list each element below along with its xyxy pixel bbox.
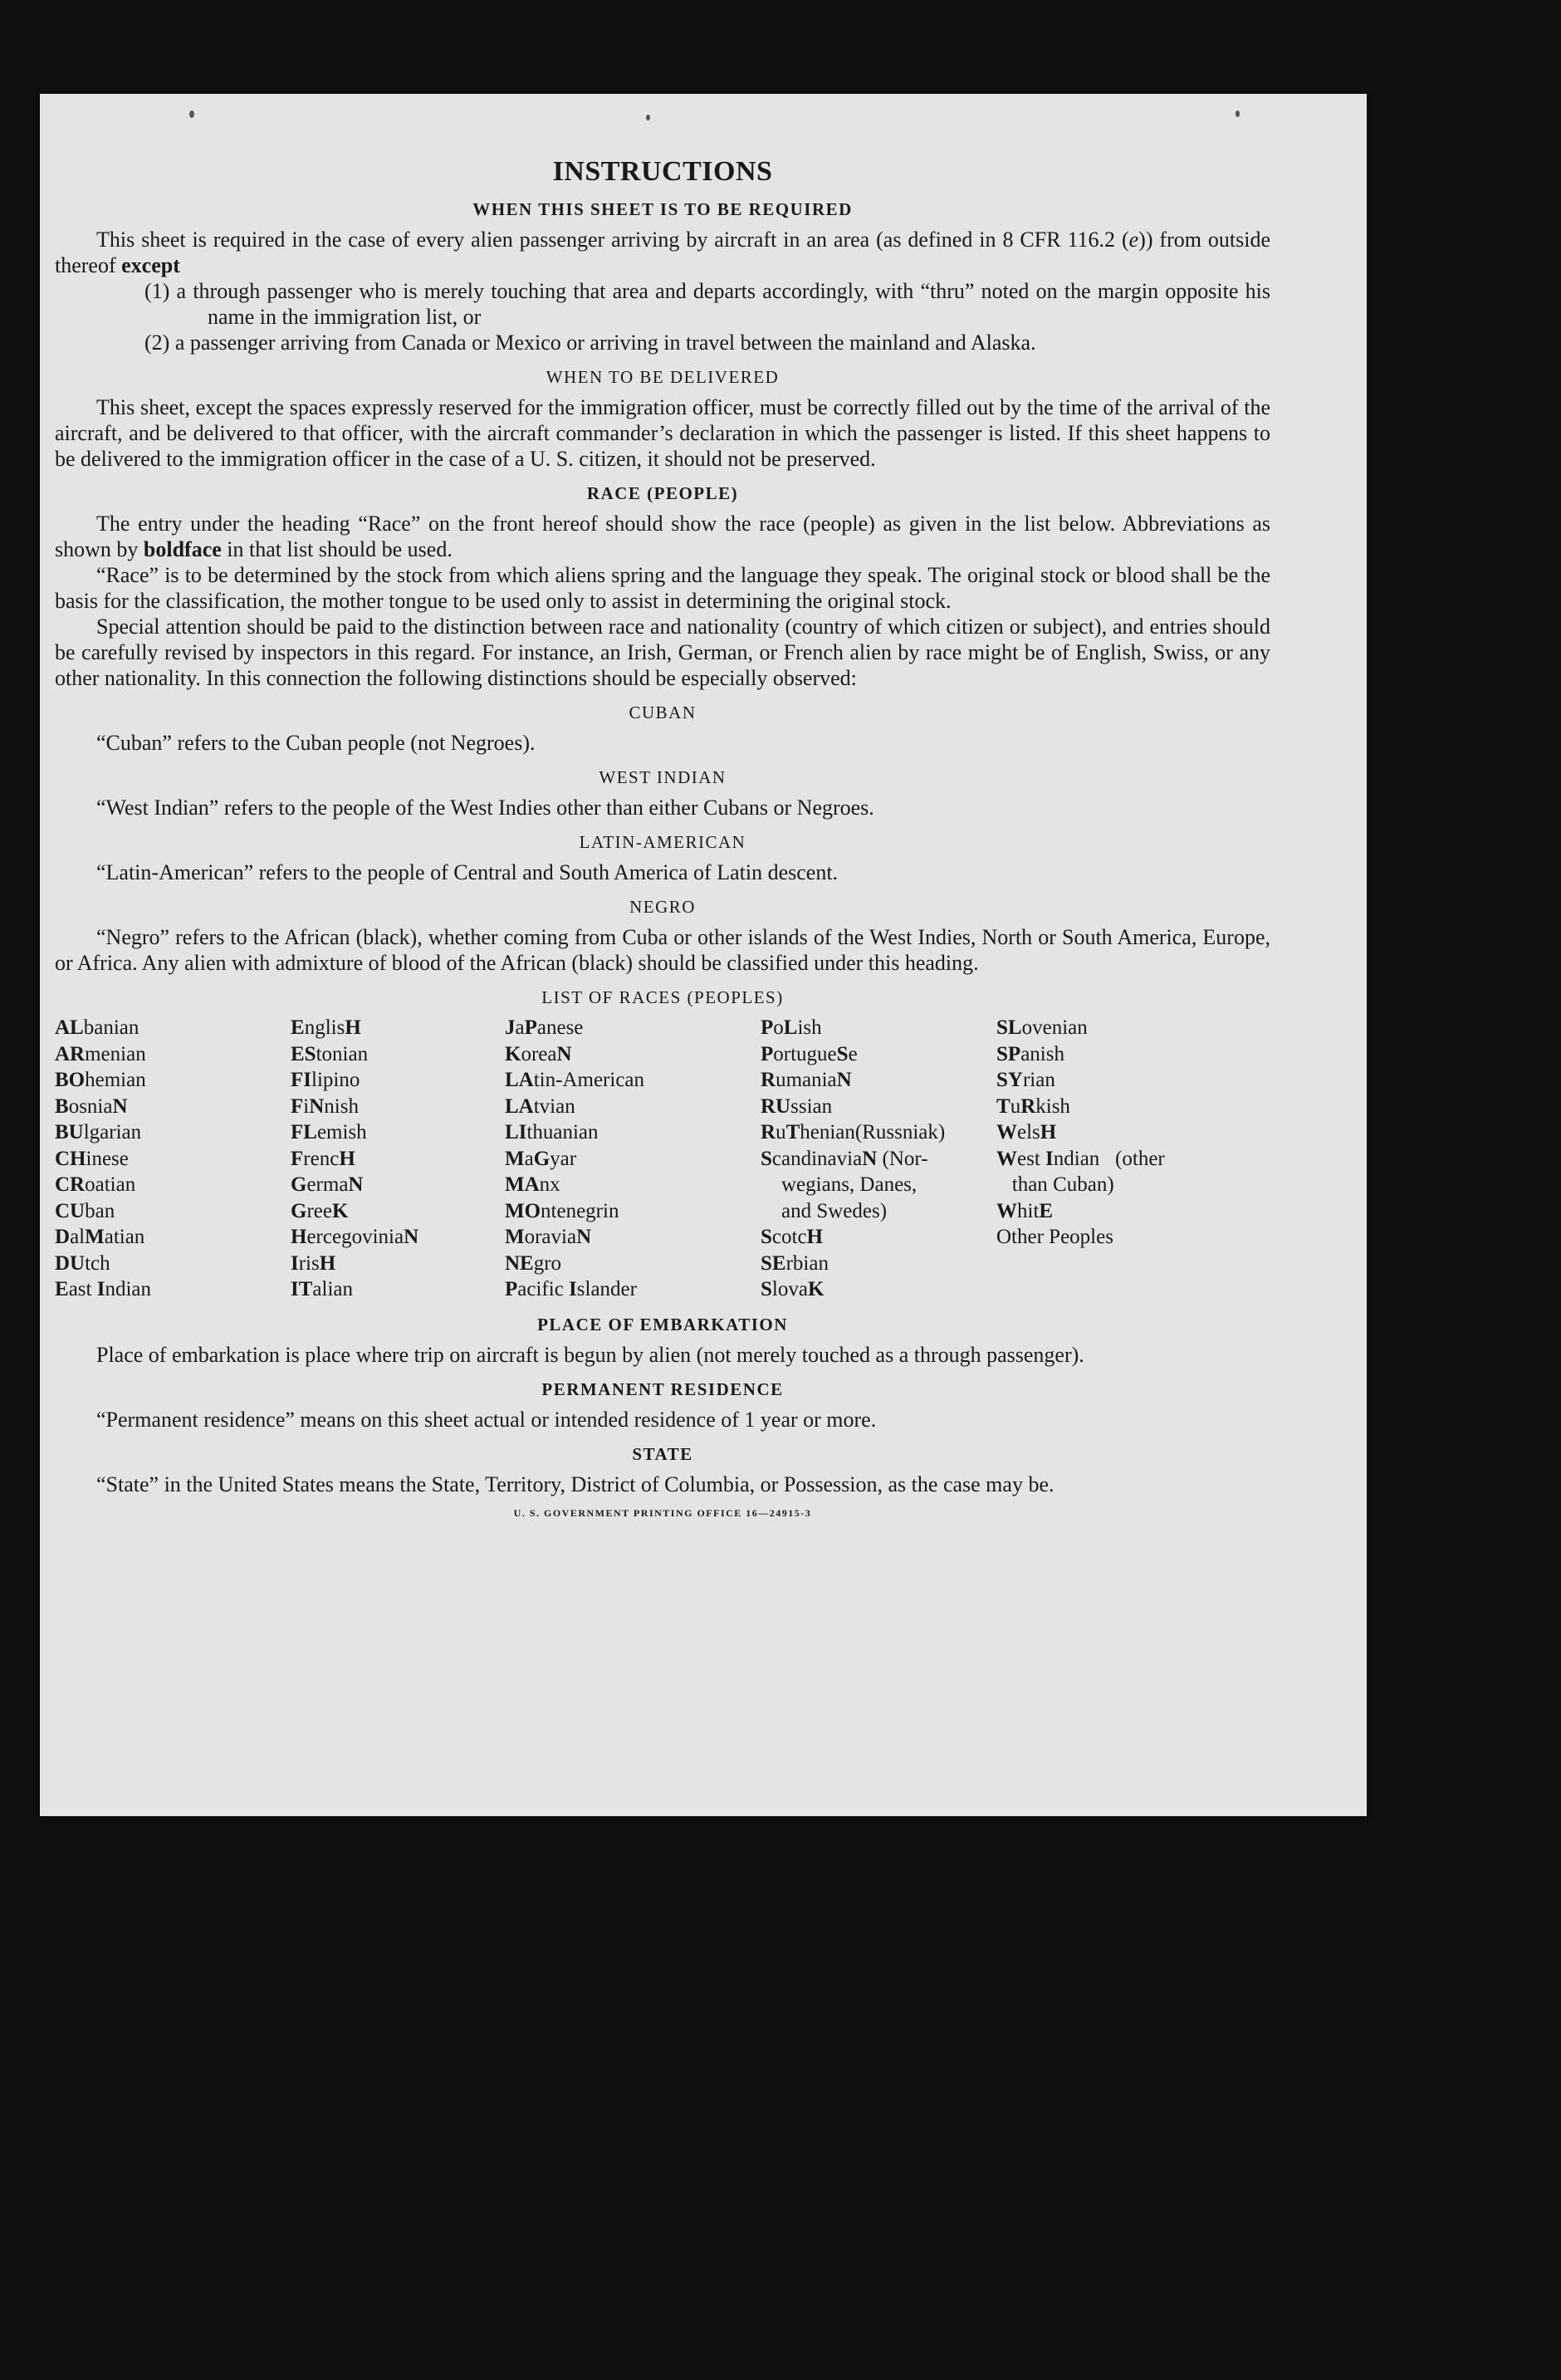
race-entry: TuRkish <box>996 1095 1070 1118</box>
state-text: “State” in the United States means the State, Territory, District of Columbia, or Possession, as the case may be. <box>96 1472 1055 1496</box>
race-entry: WelsH <box>996 1121 1057 1143</box>
race-entry: CUban <box>55 1199 115 1222</box>
race-paragraph-1: The entry under the heading “Race” on the front hereof should show the race (people) as given in the list below. Abbreviations as shown by boldface in that list should be used. <box>55 512 1270 561</box>
race-entry: BosniaN <box>55 1095 128 1118</box>
race-entry: MaGyar <box>505 1147 577 1170</box>
race-entry: FLemish <box>291 1121 367 1143</box>
page-title: INSTRUCTIONS <box>552 156 773 187</box>
west-indian-text: “West Indian” refers to the people of the West Indies other than either Cubans or Negroes. <box>96 796 874 820</box>
race-entry: FrencH <box>291 1147 355 1170</box>
race-entry: LAtin-American <box>505 1069 645 1091</box>
race-entry: CHinese <box>55 1147 129 1170</box>
race-entry: KoreaN <box>505 1042 572 1065</box>
ink-speck <box>189 110 194 118</box>
heading-permanent-residence: PERMANENT RESIDENCE <box>541 1379 784 1399</box>
instructions-content <box>55 156 1270 1520</box>
race-entry: RuThenian(Russniak) <box>761 1121 946 1143</box>
heading-west-indian: WEST INDIAN <box>599 767 727 787</box>
race-entry: ScotcH <box>761 1226 823 1248</box>
race-entry: ALbanian <box>55 1016 139 1039</box>
race-entry: RumaniaN <box>761 1069 852 1091</box>
race-entry: ARmenian <box>55 1042 146 1065</box>
race-entry: WhitE <box>996 1199 1054 1222</box>
race-entry: ScandinaviaN (Nor- <box>761 1147 928 1170</box>
race-paragraph-2: “Race” is to be determined by the stock from which aliens spring and the language they speak. The original stock or blood shall be the basis for the classification, the mother tongue to be used only to assist in determining the original stock. <box>55 563 1270 613</box>
race-entry: MAnx <box>505 1173 560 1196</box>
race-entry: CRoatian <box>55 1173 136 1196</box>
race-entry: GreeK <box>291 1199 349 1222</box>
race-entry: SYrian <box>996 1069 1055 1091</box>
race-entry: HercegoviniaN <box>291 1226 419 1248</box>
negro-text: “Negro” refers to the African (black), whether coming from Cuba or other islands of the West Indies, North or South America, Europe, or Africa. Any alien with admixture of blood of the African (black) should be classified under this heading. <box>55 925 1270 975</box>
race-entry: GermaN <box>291 1173 364 1196</box>
heading-race: RACE (PEOPLE) <box>586 483 739 503</box>
race-column <box>55 1015 291 1303</box>
race-entry: PoLish <box>761 1016 822 1039</box>
latin-american-text: “Latin-American” refers to the people of Central and South America of Latin descent. <box>96 860 839 884</box>
heading-cuban: CUBAN <box>629 703 697 722</box>
race-column <box>291 1015 505 1303</box>
ink-speck <box>1236 110 1240 117</box>
race-entry: FiNnish <box>291 1095 359 1118</box>
permanent-residence-text: “Permanent residence” means on this sheet actual or intended residence of 1 year or more. <box>96 1407 877 1432</box>
race-entry: IrisH <box>291 1251 336 1275</box>
race-entry: Other Peoples <box>996 1226 1113 1248</box>
heading-when-delivered: WHEN TO BE DELIVERED <box>546 367 780 387</box>
race-entry: West Indian (other <box>996 1147 1165 1170</box>
when-required-item-1: (1) a through passenger who is merely touching that area and departs accordingly, with “thru” noted on the margin opposite his name in the immigration list, or <box>144 279 1270 329</box>
race-entry: DalMatian <box>55 1226 145 1248</box>
heading-embarkation: PLACE OF EMBARKATION <box>537 1314 788 1334</box>
when-required-intro: This sheet is required in the case of every alien passenger arriving by aircraft in an area (as defined in 8 CFR 116.2 (e)) from outside thereof except <box>55 228 1270 277</box>
race-entry: RUssian <box>761 1095 833 1118</box>
race-entry: East Indian <box>55 1278 151 1300</box>
race-entry: DUtch <box>55 1251 110 1275</box>
embarkation-text: Place of embarkation is place where trip on aircraft is begun by alien (not merely touched as a through passenger). <box>96 1342 1084 1367</box>
heading-list-of-races: LIST OF RACES (PEOPLES) <box>541 987 784 1007</box>
race-column <box>761 1015 996 1303</box>
race-entry: MOntenegrin <box>505 1199 619 1222</box>
race-entry: SErbian <box>761 1251 829 1275</box>
race-entry: LAtvian <box>505 1095 575 1118</box>
heading-state: STATE <box>632 1443 693 1464</box>
race-entry: Pacific Islander <box>505 1278 637 1300</box>
race-entry: JaPanese <box>505 1016 584 1039</box>
race-entry: and Swedes) <box>761 1199 888 1222</box>
race-entry: MoraviaN <box>505 1226 592 1248</box>
race-list <box>55 1015 1270 1303</box>
heading-latin-american: LATIN-AMERICAN <box>579 832 746 852</box>
race-entry: ITalian <box>291 1278 353 1300</box>
race-entry: wegians, Danes, <box>761 1173 918 1196</box>
race-column <box>505 1015 761 1303</box>
printer-imprint: U. S. GOVERNMENT PRINTING OFFICE 16—24915-3 <box>513 1506 812 1519</box>
when-delivered-text: This sheet, except the spaces expressly reserved for the immigration officer, must be correctly filled out by the time of the arrival of the aircraft, and be delivered to that officer, with the aircraft commander’s declaration in which the passenger is listed. If this sheet happens to be delivered to the immigration officer in the case of a U. S. citizen, it should not be preserved. <box>55 395 1270 471</box>
race-entry: EnglisH <box>291 1016 361 1039</box>
race-entry: than Cuban) <box>996 1173 1114 1196</box>
cuban-text: “Cuban” refers to the Cuban people (not Negroes). <box>96 731 536 755</box>
race-entry: EStonian <box>291 1042 369 1065</box>
race-entry: FIlipino <box>291 1069 360 1091</box>
race-entry: LIthuanian <box>505 1121 599 1143</box>
document-page <box>40 94 1367 1816</box>
race-entry: NEgro <box>505 1251 562 1275</box>
race-column <box>996 1015 1245 1303</box>
race-entry: BOhemian <box>55 1069 146 1091</box>
heading-negro: NEGRO <box>629 897 696 917</box>
race-entry: PortugueSe <box>761 1042 858 1065</box>
ink-speck <box>646 115 650 120</box>
race-entry: SLovenian <box>996 1016 1088 1039</box>
race-paragraph-3: Special attention should be paid to the distinction between race and nationality (country of which citizen or subject), and entries should be carefully revised by inspectors in this regard. For instance, an Irish, German, or French alien by race might be of English, Swiss, or any other nationality. In this connection the following distinctions should be especially observed: <box>55 615 1270 690</box>
race-entry: SPanish <box>996 1042 1064 1065</box>
when-required-item-2: (2) a passenger arriving from Canada or Mexico or arriving in travel between the mainland and Alaska. <box>144 331 1036 355</box>
heading-when-required: WHEN THIS SHEET IS TO BE REQUIRED <box>472 199 853 219</box>
race-entry: SlovaK <box>761 1278 825 1300</box>
race-entry: BUlgarian <box>55 1121 142 1143</box>
